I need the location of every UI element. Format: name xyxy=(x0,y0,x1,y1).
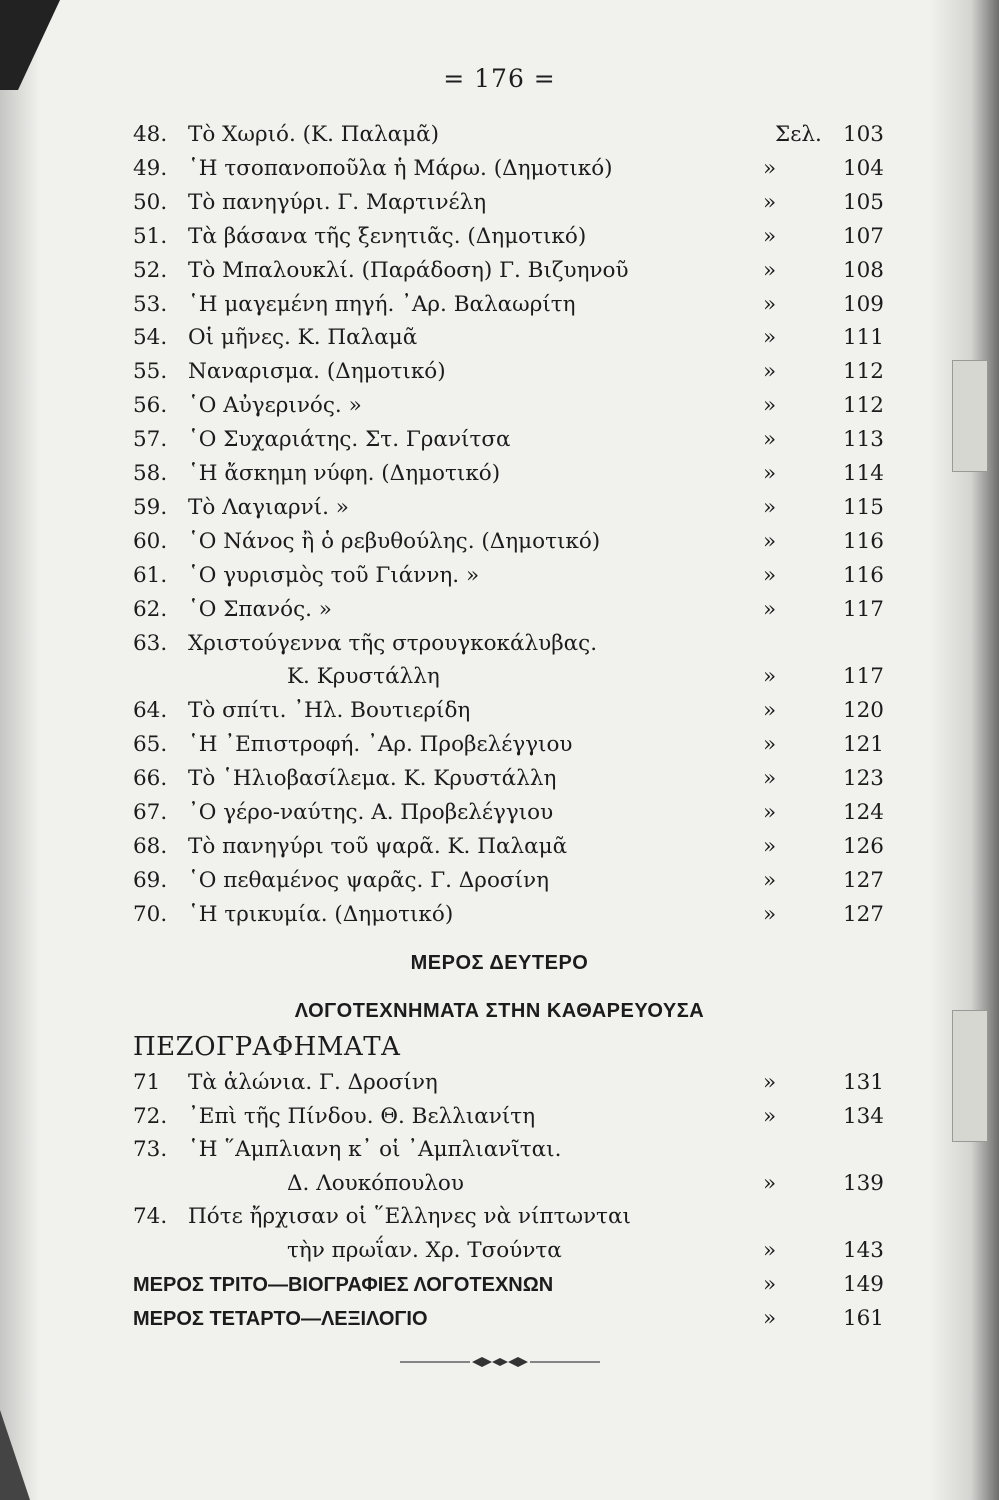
ditto-mark: » xyxy=(763,223,777,249)
page-ref: 126 xyxy=(842,833,884,859)
entry-title: Χριστούγεννα τῆς στρουγκοκάλυβας. xyxy=(188,630,598,656)
ditto-mark: » xyxy=(763,325,777,351)
page-ref: 114 xyxy=(842,461,884,486)
entry-number: 61. xyxy=(133,562,168,588)
entry-number: 70. xyxy=(133,901,168,927)
entry-title: Δ. Λουκόπουλου xyxy=(287,1170,464,1196)
contents-row xyxy=(0,1234,999,1268)
entry-title: Τὸ σπίτι. ᾿Ηλ. Βουτιερίδη xyxy=(188,698,471,724)
ditto-mark: » xyxy=(763,189,777,215)
entry-title: Τὸ Λαγιαρνί. » xyxy=(188,494,349,520)
page-ref: 103 xyxy=(842,122,884,147)
ditto-mark: » xyxy=(763,1306,777,1331)
page-ref: 113 xyxy=(842,427,884,453)
contents-row xyxy=(0,423,999,457)
contents-row xyxy=(0,694,999,728)
entry-number: 56. xyxy=(133,393,168,419)
page-ref: 116 xyxy=(842,562,884,588)
page-ref: 121 xyxy=(842,732,884,758)
entry-number: 54. xyxy=(133,325,168,351)
contents-row xyxy=(0,220,999,254)
entry-title: ῾Η τσοπανοποῦλα ἡ Μάρω. (Δημοτικό) xyxy=(188,155,613,181)
contents-row xyxy=(0,152,999,186)
contents-row xyxy=(0,762,999,796)
entry-title: ᾿Ο γέρο-ναύτης. Α. Προβελέγγιου xyxy=(188,800,554,825)
entry-title: ῾Η ῞Αμπλιανη κ᾿ οἱ ᾿Αμπλιανῖται. xyxy=(188,1137,562,1163)
contents-row xyxy=(0,321,999,355)
part-two-heading: ΜΕΡΟΣ ΔΕΥΤΕΡΟ xyxy=(410,952,589,974)
page-ref: 131 xyxy=(842,1070,884,1095)
entry-number: 55. xyxy=(133,359,168,385)
contents-row xyxy=(0,254,999,288)
page-ref: 149 xyxy=(842,1272,884,1297)
entry-number: 52. xyxy=(133,257,168,283)
entry-title: Τὰ βάσανα τῆς ξενητιᾶς. (Δημοτικό) xyxy=(188,223,587,249)
ditto-mark: » xyxy=(763,562,777,588)
entry-title: ῾Ο Σπανός. » xyxy=(188,596,332,622)
entry-number: 71 xyxy=(133,1070,161,1095)
ditto-mark: » xyxy=(763,1272,777,1297)
contents-row xyxy=(0,1200,999,1234)
entry-number: 60. xyxy=(133,528,168,554)
entry-title: Τὸ πανηγύρι τοῦ ψαρᾶ. Κ. Παλαμᾶ xyxy=(188,833,568,859)
ditto-mark: » xyxy=(763,901,777,927)
contents-row xyxy=(0,627,999,661)
part-three-title: ΜΕΡΟΣ ΤΡΙΤΟ—ΒΙΟΓΡΑΦΙΕΣ ΛΟΓΟΤΕΧΝΩΝ xyxy=(133,1274,554,1296)
entry-number: 65. xyxy=(133,732,168,758)
entry-title: Τὸ Μπαλουκλί. (Παράδοση) Γ. Βιζυηνοῦ xyxy=(188,257,629,283)
entry-title: ῾Η ἄσκημη νύφη. (Δημοτικό) xyxy=(188,461,501,486)
entry-number: 67. xyxy=(133,800,168,825)
entry-number: 74. xyxy=(133,1204,168,1230)
page-ref: 124 xyxy=(842,800,884,825)
part-four-title: ΜΕΡΟΣ ΤΕΤΑΡΤΟ—ΛΕΞΙΛΟΓΙΟ xyxy=(133,1308,428,1330)
page-ref: 116 xyxy=(842,528,884,554)
ditto-mark: » xyxy=(763,291,777,317)
entry-title: Τὸ ῾Ηλιοβασίλεμα. Κ. Κρυστάλλη xyxy=(188,766,557,792)
contents-row xyxy=(0,355,999,389)
ditto-mark: » xyxy=(763,766,777,792)
page-ref: 117 xyxy=(842,664,884,690)
ditto-mark: » xyxy=(763,664,777,690)
entry-title: Πότε ἤρχισαν οἱ ῞Ελληνες νὰ νίπτωνται xyxy=(188,1204,631,1230)
entry-number: 58. xyxy=(133,461,168,486)
ditto-mark: » xyxy=(763,596,777,622)
ditto-mark: » xyxy=(763,1103,777,1129)
page-ref: 120 xyxy=(842,698,884,724)
contents-row xyxy=(0,389,999,423)
page-ref: 112 xyxy=(842,393,884,419)
entry-title: ᾿Επὶ τῆς Πίνδου. Θ. Βελλιανίτη xyxy=(188,1103,536,1129)
entry-number: 57. xyxy=(133,427,168,453)
entry-number: 73. xyxy=(133,1137,168,1163)
contents-row xyxy=(0,525,999,559)
page-ref: 109 xyxy=(842,291,884,317)
entry-title: Ναναρισμα. (Δημοτικό) xyxy=(188,359,446,385)
ditto-mark: » xyxy=(763,833,777,859)
page-ref: 112 xyxy=(842,359,884,385)
entry-number: 66. xyxy=(133,766,168,792)
page-ref: 105 xyxy=(842,189,884,215)
entry-number: 68. xyxy=(133,833,168,859)
ditto-mark: » xyxy=(763,427,777,453)
entry-number: 64. xyxy=(133,698,168,724)
entry-number: 51. xyxy=(133,223,168,249)
contents-row xyxy=(0,898,999,932)
page-ref: 139 xyxy=(842,1170,884,1196)
ditto-mark: » xyxy=(763,867,777,893)
ditto-mark: » xyxy=(763,155,777,181)
ditto-mark: » xyxy=(763,1170,777,1196)
entry-title: ῾Ο Αὐγερινός. » xyxy=(188,393,362,419)
contents-row xyxy=(0,186,999,220)
contents-row xyxy=(0,288,999,322)
ditto-mark: » xyxy=(763,800,777,825)
prose-heading: ΠΕΖΟΓΡΑΦΗΜΑΤΑ xyxy=(133,1032,401,1062)
page-ref: 127 xyxy=(842,901,884,927)
ditto-mark: » xyxy=(763,732,777,758)
contents-row xyxy=(0,1133,999,1167)
entry-number: 48. xyxy=(133,122,168,147)
ditto-mark: » xyxy=(763,698,777,724)
page-ref: 143 xyxy=(842,1238,884,1263)
entry-number: 53. xyxy=(133,291,168,317)
entry-title: ῾Η ᾿Επιστροφή. ᾿Αρ. Προβελέγγιου xyxy=(188,732,573,758)
contents-row xyxy=(0,1066,999,1100)
page-ref: 134 xyxy=(842,1103,884,1129)
entry-title: τὴν πρωΐαν. Χρ. Τσούντα xyxy=(287,1238,562,1263)
entry-number: 72. xyxy=(133,1103,168,1129)
contents-row xyxy=(0,457,999,491)
entry-number: 59. xyxy=(133,494,168,520)
entry-number: 50. xyxy=(133,189,168,215)
entry-number: 62. xyxy=(133,596,168,622)
contents-row xyxy=(0,118,999,152)
contents-row xyxy=(0,796,999,830)
ditto-mark: » xyxy=(763,461,777,486)
contents-row xyxy=(0,728,999,762)
ditto-mark: » xyxy=(763,494,777,520)
contents-row xyxy=(0,491,999,525)
ditto-mark: » xyxy=(763,257,777,283)
entry-title: ῾Η τρικυμία. (Δημοτικό) xyxy=(188,901,454,927)
contents-row xyxy=(0,830,999,864)
ditto-mark: » xyxy=(763,1070,777,1095)
entry-title: ῾Ο Συχαριάτης. Στ. Γρανίτσα xyxy=(188,427,511,453)
page-ref: 108 xyxy=(842,257,884,283)
entry-title: Οἱ μῆνες. Κ. Παλαμᾶ xyxy=(188,325,418,351)
page-number: = 176 = xyxy=(443,64,556,93)
entry-number: 49. xyxy=(133,155,168,181)
entry-title: Τὸ Χωριό. (Κ. Παλαμᾶ) xyxy=(188,122,440,147)
page-ref: 127 xyxy=(842,867,884,893)
ditto-mark: » xyxy=(763,1238,777,1263)
page-abbrev: Σελ. xyxy=(775,122,822,147)
page-ref: 115 xyxy=(842,494,884,520)
entry-title: Κ. Κρυστάλλη xyxy=(287,664,440,690)
ditto-mark: » xyxy=(763,359,777,385)
page-ref: 117 xyxy=(842,596,884,622)
entry-number: 69. xyxy=(133,867,168,893)
entry-title: ῾Ο Νάνος ἢ ὁ ρεβυθούλης. (Δημοτικό) xyxy=(188,528,601,554)
page-ref: 107 xyxy=(842,223,884,249)
contents-row xyxy=(0,1167,999,1201)
contents-row xyxy=(0,660,999,694)
ditto-mark: » xyxy=(763,528,777,554)
part-three-row xyxy=(0,1268,999,1302)
entry-title: Τὸ πανηγύρι. Γ. Μαρτινέλη xyxy=(188,189,487,215)
part-four-row xyxy=(0,1302,999,1336)
contents-row xyxy=(0,864,999,898)
entry-number: 63. xyxy=(133,630,168,656)
entry-title: Τὰ ἁλώνια. Γ. Δροσίνη xyxy=(188,1070,438,1095)
end-ornament xyxy=(400,1352,600,1372)
contents-row xyxy=(0,1100,999,1134)
page-ref: 104 xyxy=(842,155,884,181)
ditto-mark: » xyxy=(763,393,777,419)
page-ref: 111 xyxy=(842,325,884,351)
entry-title: ῾Ο γυρισμὸς τοῦ Γιάννη. » xyxy=(188,562,480,588)
page-ref: 123 xyxy=(842,766,884,792)
contents-row xyxy=(0,593,999,627)
page-ref: 161 xyxy=(842,1306,884,1331)
contents-row xyxy=(0,559,999,593)
entry-title: ῾Η μαγεμένη πηγή. ᾿Αρ. Βαλαωρίτη xyxy=(188,291,576,317)
entry-title: ῾Ο πεθαμένος ψαρᾶς. Γ. Δροσίνη xyxy=(188,867,549,893)
part-two-subheading: ΛΟΓΟΤΕΧΝΗΜΑΤΑ ΣΤΗΝ ΚΑΘΑΡΕΥΟΥΣΑ xyxy=(294,1000,705,1022)
